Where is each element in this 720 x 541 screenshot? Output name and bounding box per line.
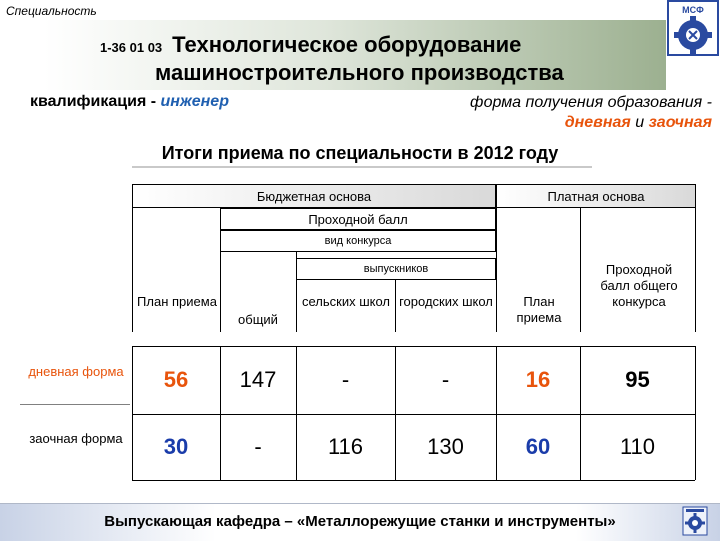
study-form-values bbox=[380, 113, 712, 133]
header-divider bbox=[296, 252, 297, 332]
paid-header: Платная основа bbox=[496, 184, 696, 208]
passing-score-header: Проходной балл bbox=[220, 208, 496, 230]
study-form-extramural: заочная bbox=[648, 114, 712, 131]
col-rural: сельских школ bbox=[301, 294, 390, 309]
qualification-label: квалификация - bbox=[30, 93, 157, 110]
study-form bbox=[380, 93, 712, 133]
cell-day-urban: - bbox=[441, 367, 450, 392]
study-form-and: и bbox=[635, 114, 645, 131]
budget-header: Бюджетная основа bbox=[132, 184, 496, 208]
qualification-value: инженер bbox=[160, 93, 229, 110]
col-urban: городских школ bbox=[399, 294, 493, 309]
study-form-day: дневная bbox=[564, 114, 631, 131]
specialty-code: 1-36 01 03 bbox=[100, 40, 163, 55]
row-separator bbox=[20, 404, 130, 405]
grid-line bbox=[695, 346, 696, 480]
grid-line bbox=[132, 480, 695, 481]
header-divider bbox=[496, 208, 497, 332]
logo-text: МСФ bbox=[682, 5, 704, 15]
col-paid-score: Проходной балл общего конкурса bbox=[600, 262, 678, 309]
footer-text: Выпускающая кафедра – «Металлорежущие станки и инструменты» bbox=[104, 513, 616, 530]
results-title-underline bbox=[132, 166, 592, 168]
header-divider bbox=[695, 208, 696, 332]
title-line2: машиностроительного производства bbox=[155, 60, 564, 85]
qualification bbox=[30, 93, 229, 111]
row-label-day: дневная форма bbox=[28, 364, 124, 379]
page-title bbox=[100, 32, 521, 58]
header-divider bbox=[580, 208, 581, 332]
col-paid-plan: План приема bbox=[516, 294, 562, 325]
cell-extramural-urban: 130 bbox=[427, 434, 464, 459]
title-line1: Технологическое оборудование bbox=[172, 32, 522, 57]
header-divider bbox=[132, 208, 133, 332]
results-title: Итоги приема по специальности в 2012 году bbox=[161, 143, 559, 163]
cell-day-paid-plan: 16 bbox=[525, 367, 551, 392]
faculty-logo-icon bbox=[667, 0, 719, 56]
gear-icon bbox=[682, 506, 708, 536]
corner-label: Специальность bbox=[6, 4, 97, 18]
study-form-label: форма получения образования - bbox=[470, 94, 712, 111]
header-divider bbox=[395, 280, 396, 332]
cell-extramural-paid-score: 110 bbox=[619, 434, 656, 459]
header-divider bbox=[220, 252, 221, 332]
col-general: общий bbox=[238, 312, 278, 327]
graduates-header: выпускников bbox=[296, 258, 496, 280]
cell-day-general: 147 bbox=[239, 367, 277, 392]
cell-day-plan: 56 bbox=[163, 367, 189, 392]
cell-extramural-paid-plan: 60 bbox=[525, 434, 551, 459]
col-plan: План приема bbox=[137, 294, 217, 309]
row-label-extramural: заочная форма bbox=[29, 431, 123, 446]
cell-extramural-general: - bbox=[254, 434, 262, 459]
cell-day-rural: - bbox=[341, 367, 350, 392]
cell-extramural-rural: 116 bbox=[327, 434, 364, 459]
cell-day-paid-score: 95 bbox=[625, 367, 650, 392]
cell-extramural-plan: 30 bbox=[163, 434, 189, 459]
competition-type-header: вид конкурса bbox=[220, 230, 496, 252]
